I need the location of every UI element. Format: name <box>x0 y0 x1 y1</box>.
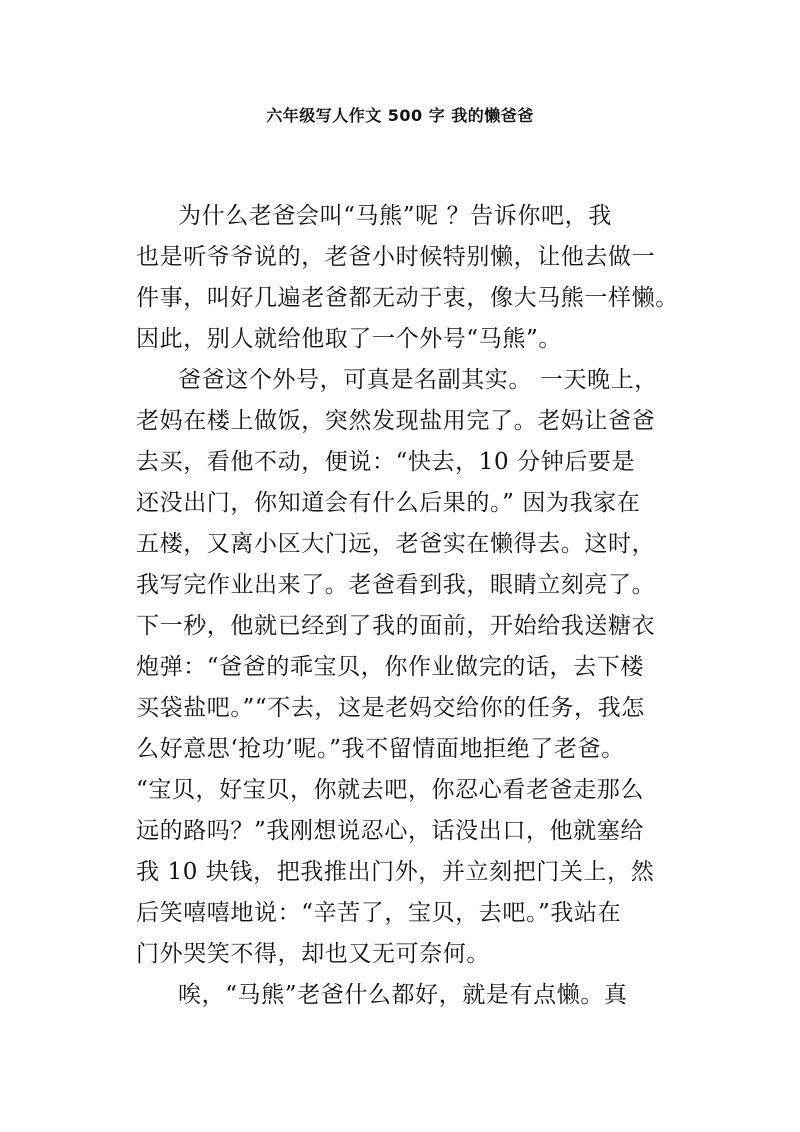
paragraph-line: 下一秒，他就已经到了我的面前，开始给我送糖衣 <box>136 613 656 639</box>
paragraph-line: 五楼，又离小区大门远，老爸实在懒得去。这时， <box>136 531 656 557</box>
paragraph-line: 也是听爷爷说的，老爸小时候特别懒，让他去做一 <box>136 244 656 270</box>
paragraph-line: 因此，别人就给他取了一个外号“马熊”。 <box>136 326 562 352</box>
paragraph-line: 唉，“马熊”老爸什么都好，就是有点懒。真 <box>178 982 628 1008</box>
paragraph-line: 我写完作业出来了。老爸看到我，眼睛立刻亮了。 <box>136 572 656 598</box>
paragraph-line: 买袋盐吧。”“不去，这是老妈交给你的任务，我怎 <box>136 695 645 721</box>
paragraph-line: 我 10 块钱，把我推出门外，并立刻把门关上，然 <box>136 859 655 885</box>
paragraph-line: 老妈在楼上做饭，突然发现盐用完了。老妈让爸爸 <box>136 408 656 434</box>
paragraph-line: 件事，叫好几遍老爸都无动于衷，像大马熊一样懒。 <box>136 285 679 311</box>
paragraph-line: 后笑嘻嘻地说：“辛苦了，宝贝，去吧。”我站在 <box>136 900 622 926</box>
paragraph-line: 炮弹：“爸爸的乖宝贝，你作业做完的话，去下楼 <box>136 654 644 680</box>
paragraph-line: 门外哭笑不得，却也又无可奈何。 <box>136 941 490 967</box>
paragraph-line: 么好意思‘抢功’呢。”我不留情面地拒绝了老爸。 <box>136 736 625 762</box>
document-title: 六年级写人作文 500 字 我的懒爸爸 <box>266 106 534 125</box>
paragraph-line: 远的路吗？”我刚想说忍心，话没出口，他就塞给 <box>136 818 644 844</box>
paragraph-line: 还没出门，你知道会有什么后果的。” 因为我家在 <box>136 490 641 516</box>
paragraph-line: 去买，看他不动，便说：“快去，10 分钟后要是 <box>136 449 636 475</box>
paragraph-line: 爸爸这个外号，可真是名副其实。 一天晚上， <box>178 367 658 393</box>
paragraph-line: “宝贝，好宝贝，你就去吧，你忍心看老爸走那么 <box>136 777 644 803</box>
paragraph-line: 为什么老爸会叫“马熊”呢 ？告诉你吧，我 <box>178 203 612 229</box>
